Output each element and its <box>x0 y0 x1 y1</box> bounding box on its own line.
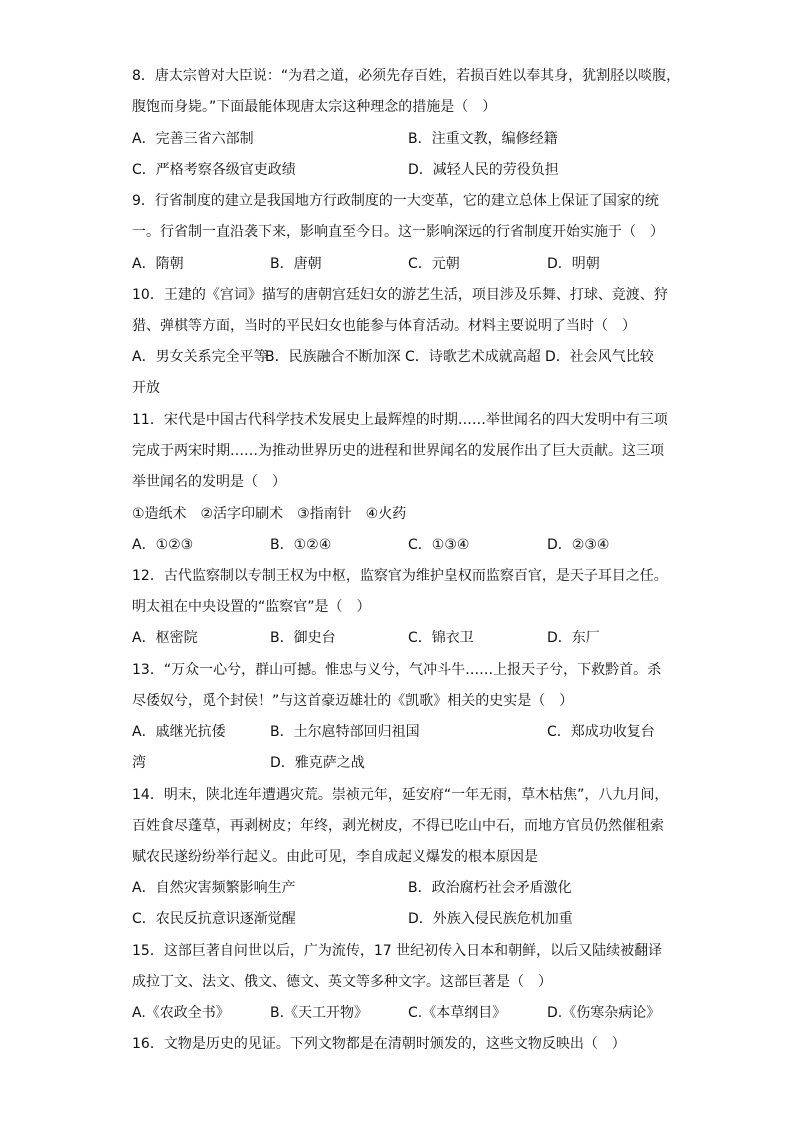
question-13-line-1: 13．“万众一心兮，群山可撼。惟忠与义兮，气冲斗牛……上报天子兮，下救黔首。杀 <box>132 662 662 678</box>
question-14-option-a: A．自然灾害频繁影响生产 <box>132 880 296 896</box>
question-11-option-c: C．①③④ <box>408 537 470 553</box>
question-15-line-2: 成拉丁文、法文、俄文、德文、英文等多种文字。这部巨著是（ ） <box>132 974 552 990</box>
question-13-option-d: D．雅克萨之战 <box>270 755 365 771</box>
question-11-line-1: 11．宋代是中国古代科学技术发展史上最辉煌的时期……举世闻名的四大发明中有三项 <box>132 412 668 428</box>
question-12-option-d: D．东厂 <box>547 630 600 646</box>
question-8-option-b: B．注重文教，编修经籍 <box>408 131 558 147</box>
question-8-option-c: C．严格考察各级官吏政绩 <box>132 162 296 178</box>
question-14-line-1: 14．明末，陕北连年遭遇灾荒。崇祯元年，延安府“一年无雨，草木枯焦”，八九月间， <box>132 787 669 803</box>
question-8-line-1: 8．唐太宗曾对大臣说：“为君之道，必须先存百姓，若损百姓以奉其身，犹割胫以啖腹， <box>132 68 681 84</box>
question-11-line-4: ①造纸术 ②活字印刷术 ③指南针 ④火药 <box>132 506 407 522</box>
question-8-option-a: A．完善三省六部制 <box>132 131 254 147</box>
question-12-line-2: 明太祖在中央设置的“监察官”是（ ） <box>132 599 371 615</box>
question-14-line-2: 百姓食尽蓬草，再剥树皮；年终，剥光树皮，不得已吃山中石，而地方官员仍然催租索 <box>132 818 664 834</box>
question-15-line-1: 15．这部巨著自问世以后，广为流传，17 世纪初传入日本和朝鲜，以后又陆续被翻译 <box>132 943 663 959</box>
question-9-option-b: B．唐朝 <box>270 256 322 272</box>
question-10-option-c: C．诗歌艺术成就高超 <box>405 349 541 365</box>
question-10-option-d-wrap: 开放 <box>132 380 160 396</box>
question-9-line-2: 一。行省制一直沿袭下来，影响直至今日。这一影响深远的行省制度开始实施于（ ） <box>132 224 664 240</box>
question-16-line-1: 16．文物是历史的见证。下列文物都是在清朝时颁发的，这些文物反映出（ ） <box>132 1036 626 1052</box>
question-12-option-b: B．御史台 <box>270 630 336 646</box>
question-11-line-3: 举世闻名的发明是（ ） <box>132 474 286 490</box>
question-15-option-d: D.《伤寒杂病论》 <box>547 1005 661 1021</box>
question-15-option-b: B.《天工开物》 <box>270 1005 369 1021</box>
question-14-option-d: D．外族入侵民族危机加重 <box>408 911 573 927</box>
question-10-option-b: B．民族融合不断加深 <box>265 349 401 365</box>
question-11-option-b: B．①②④ <box>270 537 332 553</box>
question-10-line-1: 10．王建的《宫词》描写的唐朝宫廷妇女的游艺生活，项目涉及乐舞、打球、竞渡、狩 <box>132 287 668 303</box>
question-11-option-d: D．②③④ <box>547 537 610 553</box>
question-15-option-a: A.《农政全书》 <box>132 1005 230 1021</box>
question-13-option-c-wrap: 湾 <box>132 755 146 771</box>
question-15-option-c: C.《本草纲目》 <box>408 1005 507 1021</box>
question-9-option-a: A．隋朝 <box>132 256 184 272</box>
question-11-option-a: A．①②③ <box>132 537 194 553</box>
question-9-option-d: D．明朝 <box>547 256 600 272</box>
question-12-line-1: 12．古代监察制以专制王权为中枢，监察官为维护皇权而监察百官，是天子耳目之任。 <box>132 568 668 584</box>
question-14-option-b: B．政治腐朽社会矛盾激化 <box>408 880 572 896</box>
question-10-line-2: 猎、弹棋等方面，当时的平民妇女也能参与体育活动。材料主要说明了当时（ ） <box>132 318 636 334</box>
question-8-line-2: 腹饱而身毙。”下面最能体现唐太宗这种理念的措施是（ ） <box>132 99 497 115</box>
question-13-option-c: C．郑成功收复台 <box>547 724 655 740</box>
question-13-option-a: A．戚继光抗倭 <box>132 724 226 740</box>
question-14-line-3: 赋农民遂纷纷举行起义。由此可见，李自成起义爆发的根本原因是 <box>132 849 538 865</box>
question-8-option-d: D．减轻人民的劳役负担 <box>408 162 559 178</box>
question-14-option-c: C．农民反抗意识逐渐觉醒 <box>132 911 296 927</box>
question-12-option-a: A．枢密院 <box>132 630 198 646</box>
question-10-option-d: D．社会风气比较 <box>545 349 654 365</box>
question-9-line-1: 9．行省制度的建立是我国地方行政制度的一大变革，它的建立总体上保证了国家的统 <box>132 193 659 209</box>
question-13-line-2: 尽倭奴兮，觅个封侯！”与这首豪迈雄壮的《凯歌》相关的史实是（ ） <box>132 693 574 709</box>
question-10-option-a: A．男女关系完全平等 <box>132 349 268 365</box>
question-9-option-c: C．元朝 <box>408 256 460 272</box>
question-13-option-b: B．土尔扈特部回归祖国 <box>270 724 420 740</box>
question-12-option-c: C．锦衣卫 <box>408 630 474 646</box>
question-11-line-2: 完成于两宋时期……为推动世界历史的进程和世界闻名的发展作出了巨大贡献。这三项 <box>132 443 664 459</box>
